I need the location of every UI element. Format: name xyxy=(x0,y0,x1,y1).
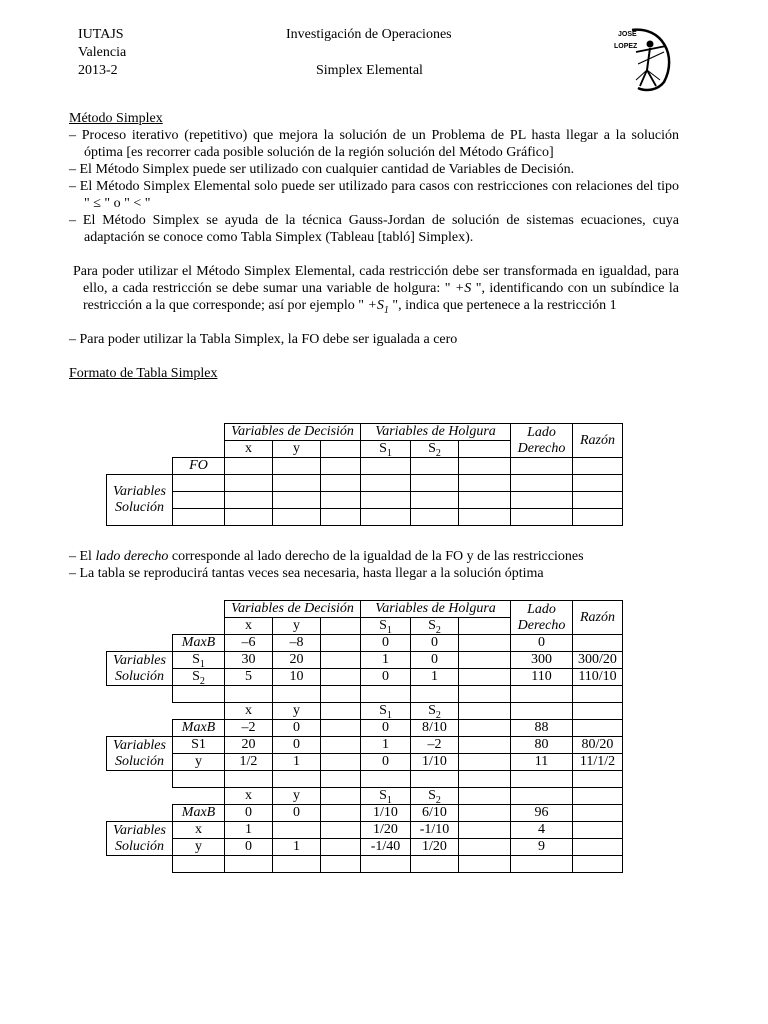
header-left xyxy=(78,26,126,80)
section-title-formato: Formato de Tabla Simplex xyxy=(69,366,218,381)
tableau3-fo-row: MaxB 0 0 1/10 6/10 96 xyxy=(107,805,623,822)
course-title: Investigación de Operaciones xyxy=(286,27,452,42)
tableau2-row-y: y 1/2 1 0 1/10 11 11/1/2 xyxy=(107,754,623,771)
bullet-4: – El Método Simplex se ayuda de la técnica Gauss-Jordan de solución de sistemas ecuaciones, cuya adaptación se conoce como Tabla Simplex (Tableau [tabló] Simplex). xyxy=(69,213,679,245)
logo-text-top: JOSE xyxy=(618,31,637,38)
bullet-1: – Proceso iterativo (repetitivo) que mejora la solución de un Problema de PL hasta llegar a la solución óptima [es recorrer cada posible solución de la región solución del Método Gráfico] xyxy=(69,128,679,160)
fo-note: – Para poder utilizar la Tabla Simplex, la FO debe ser igualada a cero xyxy=(69,332,458,347)
col-y: y xyxy=(273,441,321,458)
format-table xyxy=(106,423,623,526)
bullet-2: – El Método Simplex puede ser utilizado con cualquier cantidad de Variables de Decisión. xyxy=(69,162,575,177)
variables-solucion-label: Variables Solución xyxy=(107,652,173,686)
term: 2013-2 xyxy=(78,63,118,78)
note-reproducir: – La tabla se reproducirá tantas veces sea necesaria, hasta llegar a la solución óptima xyxy=(69,566,544,581)
city: Valencia xyxy=(78,45,127,60)
tableau3-row-x: Variables Solución x 1 1/20 -1/10 4 xyxy=(107,822,623,839)
col-s1: $S_1$ xyxy=(361,441,411,458)
holgura-paragraph: Para poder utilizar el Método Simplex Elemental, cada restricción debe ser transformada en igualdad, para ello, a cada restricción se debe sumar una variable de holgura: " +S ", identificando con un subíndice la restricción a la que corresponde; así por ejemplo " $+S_1$ ", indica que pertenece a la restricción 1 xyxy=(73,264,679,316)
header-razon: Razón xyxy=(573,424,623,458)
tableau2-row-s1: Variables Solución S1 20 0 1 –2 80 80/20 xyxy=(107,737,623,754)
document-body xyxy=(69,110,679,382)
tableau2-fo-row: MaxB –2 0 0 8/10 88 xyxy=(107,720,623,737)
simplex-iterations-table: Variables de Decisión Variables de Holgura Lado Derecho Razón x y $S_1$ $S_2$ MaxB –6 –8 0 0 0 Variables Solución $S_1$ 30 20 1 0 300 300/20 $S_2$ 5 10 0 1 110 110/10 x y $S_1$ $S_2$ MaxB –2 0 0 8/10 88 Variables Solución S1 20 0 1 –2 80 80/20 y 1/2 1 0 1/10 11 11/1/2 x y $S_1$ $S_2$ MaxB 0 0 1/10 6/10 96 Variables Solución x 1 1/20 -1/10 4 y 0 1 -1/40 1/20 9 xyxy=(106,600,623,873)
row-fo: FO xyxy=(173,458,225,475)
vitruvian-logo-icon xyxy=(614,26,674,92)
institution: IUTAJS xyxy=(78,27,124,42)
notes-block xyxy=(69,548,679,582)
col-s2: $S_2$ xyxy=(411,441,459,458)
tableau1-fo-row: MaxB –6 –8 0 0 0 xyxy=(107,635,623,652)
tableau3-row-y: y 0 1 -1/40 1/20 9 xyxy=(107,839,623,856)
logo-text-bottom: LOPEZ xyxy=(614,43,638,50)
tableau1-row-s2: $S_2$ 5 10 0 1 110 110/10 xyxy=(107,669,623,686)
topic-title: Simplex Elemental xyxy=(316,63,423,78)
header-lado-derecho: Lado Derecho xyxy=(511,424,573,458)
header-variables-holgura: Variables de Holgura xyxy=(361,424,511,441)
tableau1-row-s1: Variables Solución $S_1$ 30 20 1 0 300 300/20 xyxy=(107,652,623,669)
col-x: x xyxy=(225,441,273,458)
section-title-metodo-simplex: Método Simplex xyxy=(69,111,163,126)
header-variables-decision: Variables de Decisión xyxy=(225,424,361,441)
row-variables-solucion: Variables Solución xyxy=(107,475,173,526)
header-center xyxy=(286,26,452,79)
page-header xyxy=(78,26,678,96)
note-lado-derecho: – El lado derecho corresponde al lado derecho de la igualdad de la FO y de las restricciones xyxy=(69,549,584,564)
bullet-3: – El Método Simplex Elemental solo puede ser utilizado para casos con restricciones con relaciones del tipo " ≤ " o " < " xyxy=(69,179,679,211)
